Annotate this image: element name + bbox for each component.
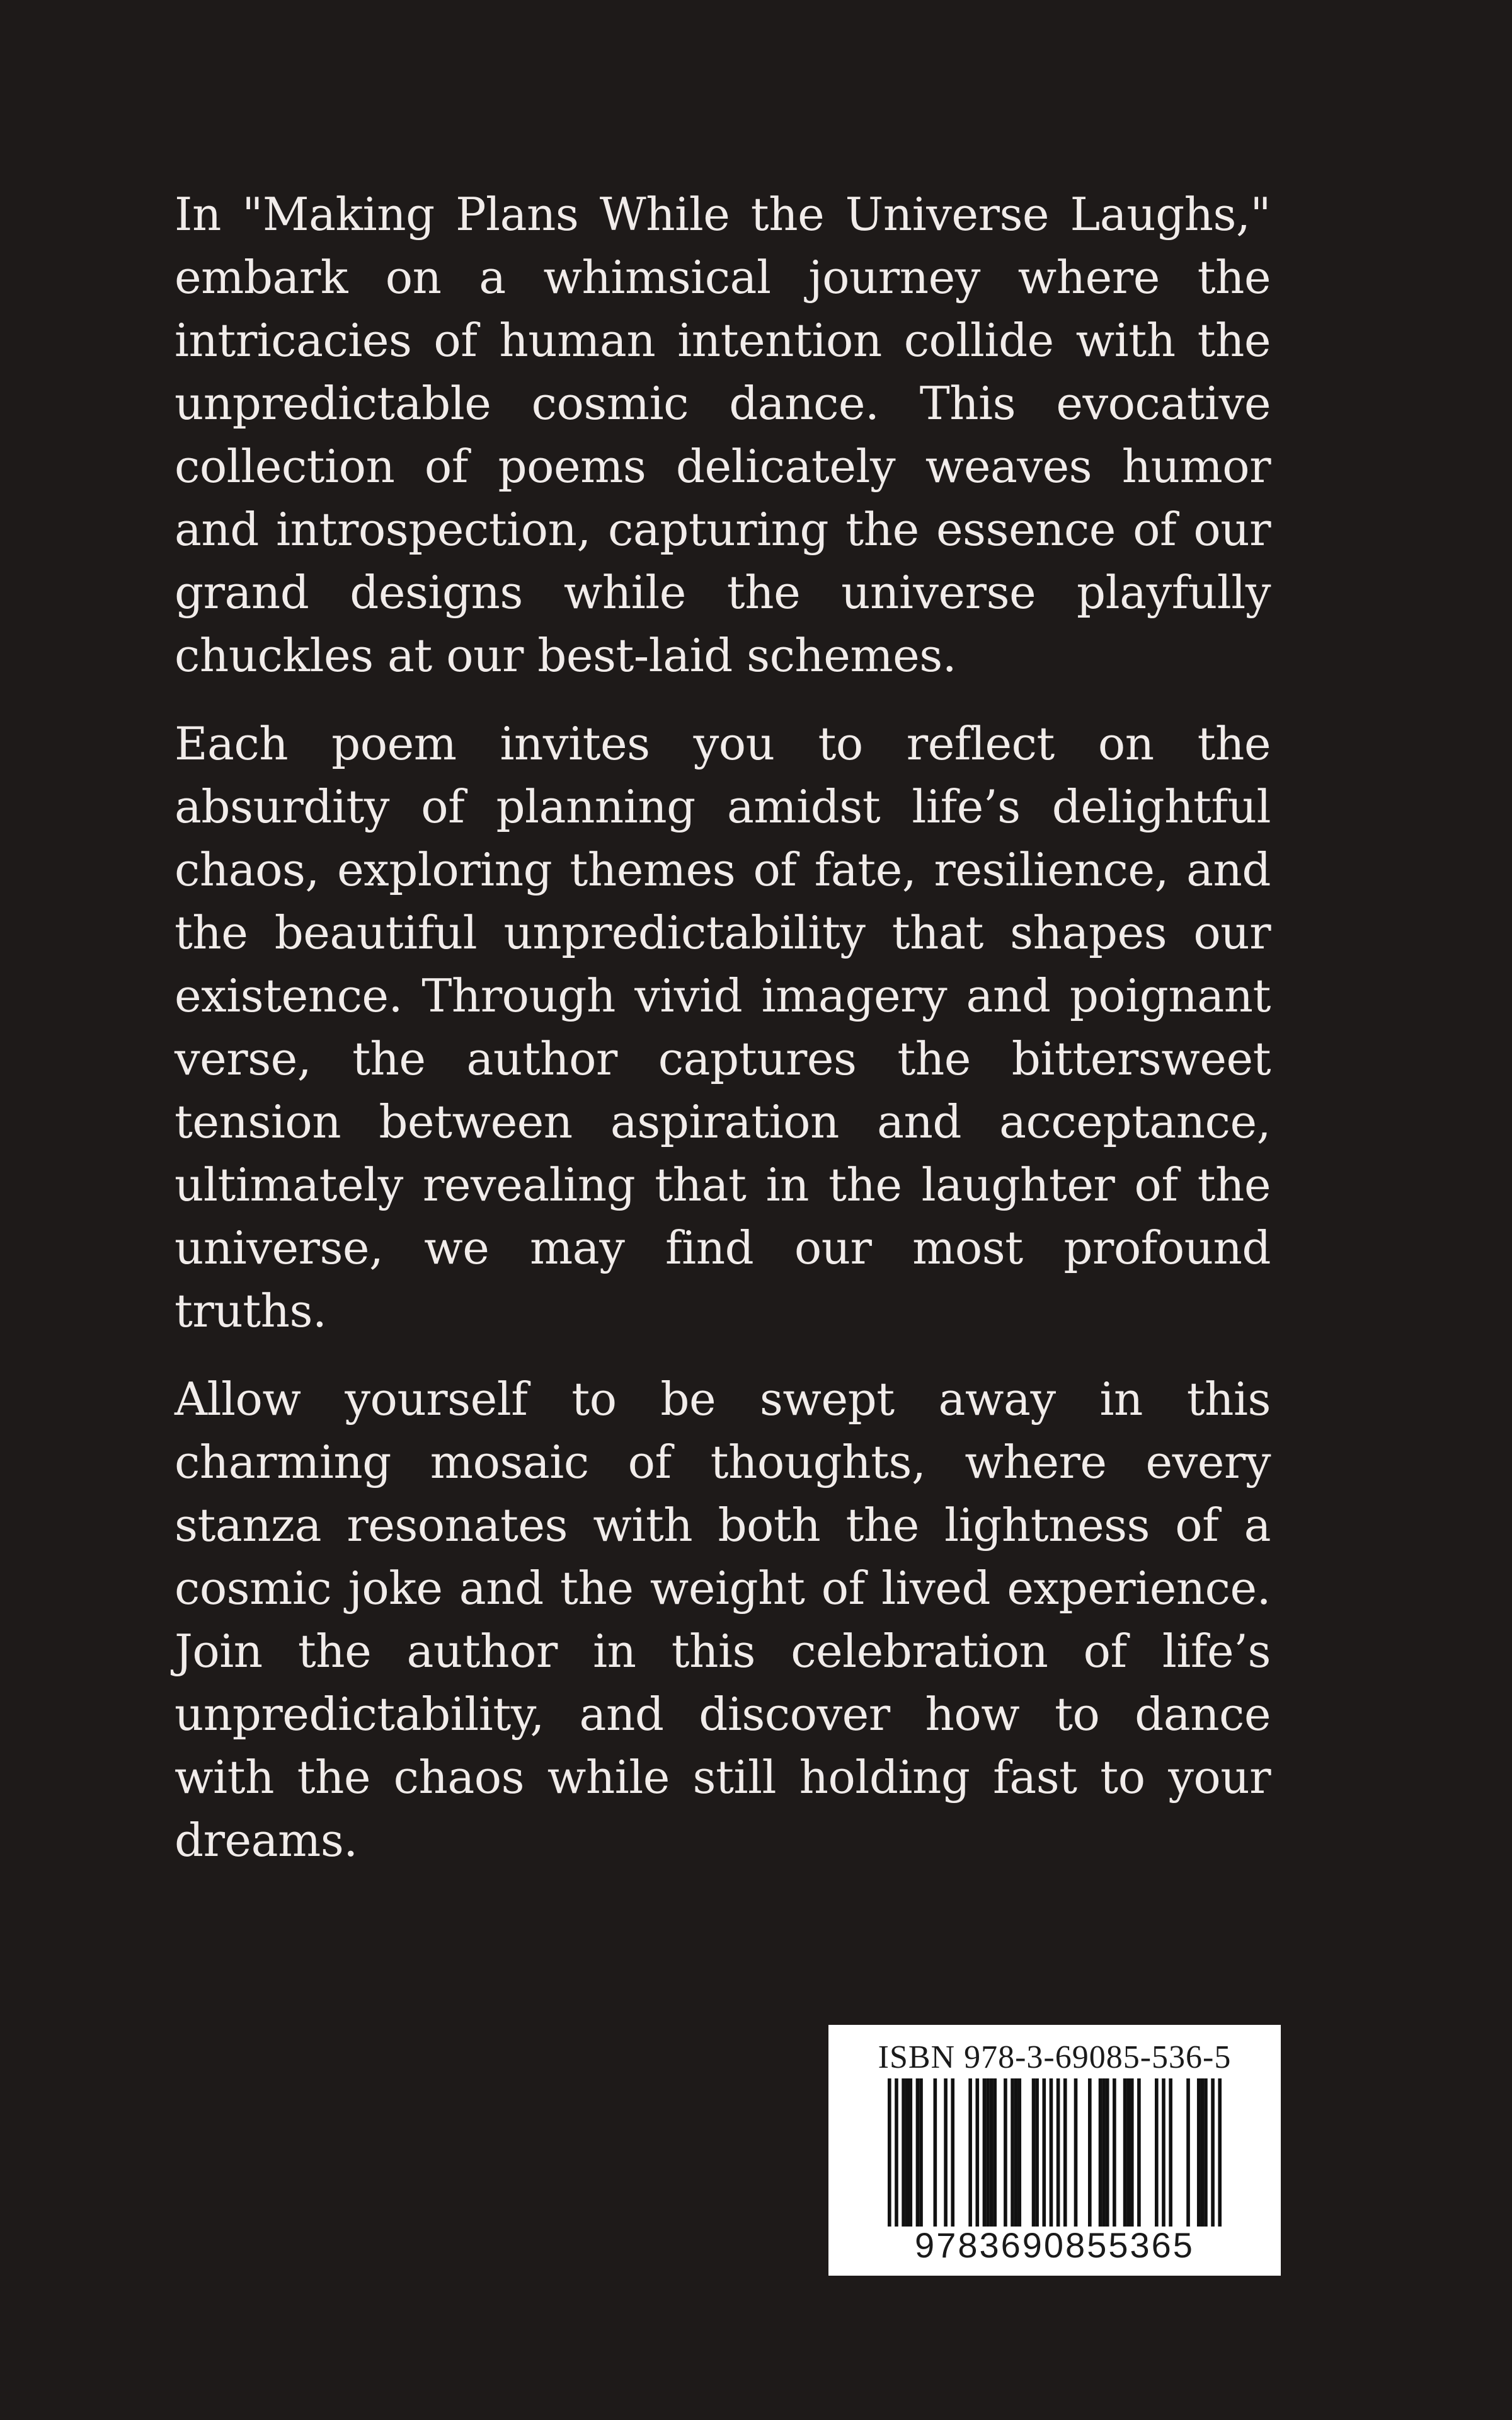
- barcode-bar: [1102, 2078, 1106, 2227]
- barcode-bar: [902, 2078, 905, 2227]
- barcode-bar: [1162, 2078, 1166, 2227]
- blurb-paragraph-1: In "Making Plans While the Universe Laughs," embark on a whimsical journey where the intricacies of human intention collide with the unpredictable cosmic dance. This evocative collection of poems delicately weaves humor and introspection, capturing the essence of our grand designs while the universe playfully chuckles at our best-laid schemes.: [175, 188, 1271, 682]
- barcode-bar: [1011, 2078, 1014, 2227]
- barcode-bar: [1130, 2078, 1134, 2227]
- barcode-bar: [1035, 2078, 1039, 2227]
- barcode-bar: [1218, 2078, 1222, 2227]
- barcode-bar: [1099, 2078, 1102, 2227]
- blurb-text: [175, 183, 1271, 1897]
- blurb-paragraph-2: Each poem invites you to reflect on the absurdity of planning amidst life’s delightful chaos, exploring themes of fate, resilience, and the beautiful unpredictability that shapes our existence. Through vivid imagery and poignant verse, the author captures the bittersweet tension between aspiration and acceptance, ultimately revealing that in the laughter of the universe, we may find our most profound truths.: [175, 717, 1271, 1337]
- blurb-paragraph-3: Allow yourself to be swept away in this charming mosaic of thoughts, where every stanza resonates with both the lightness of a cosmic joke and the weight of lived experience. Join the author in this celebration of life’s unpredictability, and discover how to dance with the chaos while still holding fast to your dreams.: [175, 1373, 1271, 1867]
- barcode-bar: [986, 2078, 990, 2227]
- barcode-bar: [1042, 2078, 1046, 2227]
- barcode-digits: 9783690855365: [915, 2225, 1194, 2265]
- barcode-bar: [1186, 2078, 1190, 2227]
- barcode-bar: [1017, 2078, 1021, 2227]
- barcode-bar: [1197, 2078, 1201, 2227]
- barcode-bar: [934, 2078, 937, 2227]
- barcode-bar: [1063, 2078, 1067, 2227]
- barcode-bar: [944, 2078, 948, 2227]
- barcode-bar: [1155, 2078, 1159, 2227]
- barcode-bar: [1106, 2078, 1109, 2227]
- barcode-bar: [1204, 2078, 1208, 2227]
- barcode-bar: [908, 2078, 912, 2227]
- barcode-bar: [895, 2078, 898, 2227]
- barcode-bar: [1050, 2078, 1053, 2227]
- barcode-bar: [1126, 2078, 1130, 2227]
- barcode-bar: [916, 2078, 920, 2227]
- barcode-bar: [1032, 2078, 1036, 2227]
- barcode-bar: [951, 2078, 954, 2227]
- barcode-bar: [1014, 2078, 1018, 2227]
- barcode-bar: [968, 2078, 972, 2227]
- barcode-bar: [1169, 2078, 1172, 2227]
- isbn-barcode-block: [828, 2025, 1281, 2276]
- barcode-bar: [1004, 2078, 1007, 2227]
- barcode-bar: [1074, 2078, 1078, 2227]
- isbn-label: ISBN 978-3-69085-536-5: [878, 2039, 1232, 2075]
- barcode-bar: [1211, 2078, 1215, 2227]
- barcode-bar: [1113, 2078, 1116, 2227]
- barcode-bar: [1088, 2078, 1092, 2227]
- barcode-bar: [975, 2078, 979, 2227]
- barcode-bar: [1123, 2078, 1127, 2227]
- barcode-bar: [990, 2078, 994, 2227]
- barcode-bar: [888, 2078, 891, 2227]
- barcode-bar: [1057, 2078, 1060, 2227]
- barcode-bar: [1137, 2078, 1141, 2227]
- barcode-bar: [919, 2078, 923, 2227]
- barcode-bar: [983, 2078, 987, 2227]
- barcode-bar: [993, 2078, 997, 2227]
- barcode-bar: [1201, 2078, 1205, 2227]
- barcode-bar: [905, 2078, 909, 2227]
- barcode-icon: [888, 2078, 1222, 2227]
